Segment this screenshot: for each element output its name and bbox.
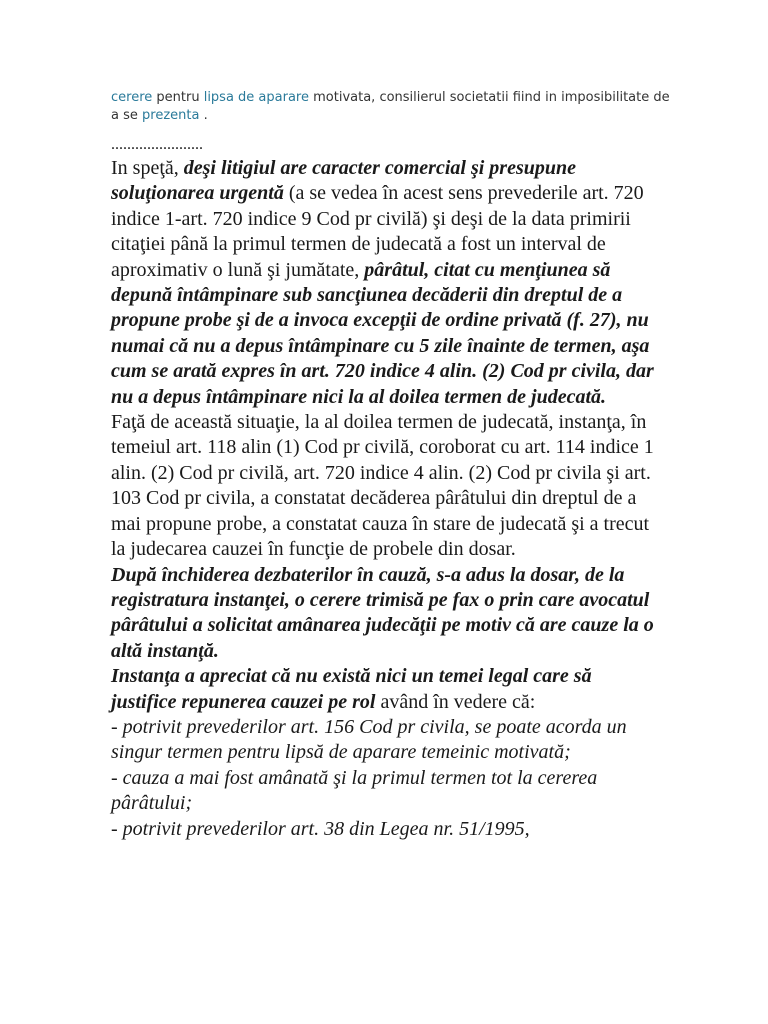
p4-emphasis: Instanţa a apreciat că nu există nici un temei legal care să justifice repunerea cauzei pe rol	[111, 665, 592, 713]
separator-dots: .......................	[111, 136, 203, 153]
paragraph-3: După închiderea dezbaterilor în cauză, s-a adus la dosar, de la registratura instanţei, o cerere trimisă pe fax o prin care avocatul pârâtului a solicitat amânarea judecăţii pe motiv că are cauze la o altă instanţă.	[111, 563, 654, 662]
bullet-1: - potrivit prevederilor art. 156 Cod pr civila, se poate acorda un singur termen pentru lipsă de aparare temeinic motivată;	[111, 715, 627, 764]
link-cerere[interactable]: cerere	[111, 90, 153, 105]
paragraph-2: Faţă de această situaţie, la al doilea termen de judecată, instanţa, în temeiul art. 118 alin (1) Cod pr civilă, coroborat cu art. 114 indice 1 alin. (2) Cod pr civilă, art. 720 indice 4 alin. (2) Cod pr civila şi art. 103 Cod pr civila, a constatat decăderea pârâtului din dreptul de a mai propune probe, a constatat cauza în stare de judecată şi a trecut la judecarea cauzei în funcţie de probele din dosar.	[111, 411, 654, 561]
p4-body: având în vedere că:	[375, 690, 536, 713]
intro-text-end: .	[199, 108, 208, 123]
intro-text-motivata: motivata, consilierul societatii fiind in imposibilitate de a se	[111, 90, 670, 123]
p1-intro: In speţă,	[111, 157, 184, 179]
p1-body: (a se vedea în acest sens prevederile art. 720 indice 1-art. 720 indice 9 Cod pr civilă) şi deşi de la data primirii citaţiei până la primul termen de judecată a fost un interval de aproximativ o lună şi jumătate,	[111, 182, 644, 281]
intro-paragraph	[111, 89, 671, 125]
p1-emphasis-parat: pârâtul, citat cu menţiunea să depună întâmpinare sub sancţiunea decăderii din dreptul de a propune probe şi de a invoca excepţii de ordine privată (f. 27), nu numai că nu a depus întâmpinare cu 5 zile înainte de termen, aşa cum se arată expres în art. 720 indice 4 alin. (2) Cod pr civila, dar nu a depus întâmpinare nici la al doilea termen de judecată.	[111, 258, 654, 408]
paragraph-1	[111, 156, 656, 410]
bullet-3: - potrivit prevederilor art. 38 din Legea nr. 51/1995,	[111, 817, 530, 840]
document-body	[111, 134, 656, 842]
bullet-2: - cauza a mai fost amânată şi la primul termen tot la cererea pârâtului;	[111, 766, 598, 815]
intro-text-pentru: pentru	[152, 90, 204, 105]
link-prezenta[interactable]: prezenta	[142, 108, 200, 123]
p1-emphasis-litigiu: deşi litigiul are caracter comercial şi presupune soluţionarea urgentă	[111, 157, 576, 205]
paragraph-4	[111, 664, 656, 715]
link-lipsa-de-aparare[interactable]: lipsa de aparare	[203, 90, 309, 105]
